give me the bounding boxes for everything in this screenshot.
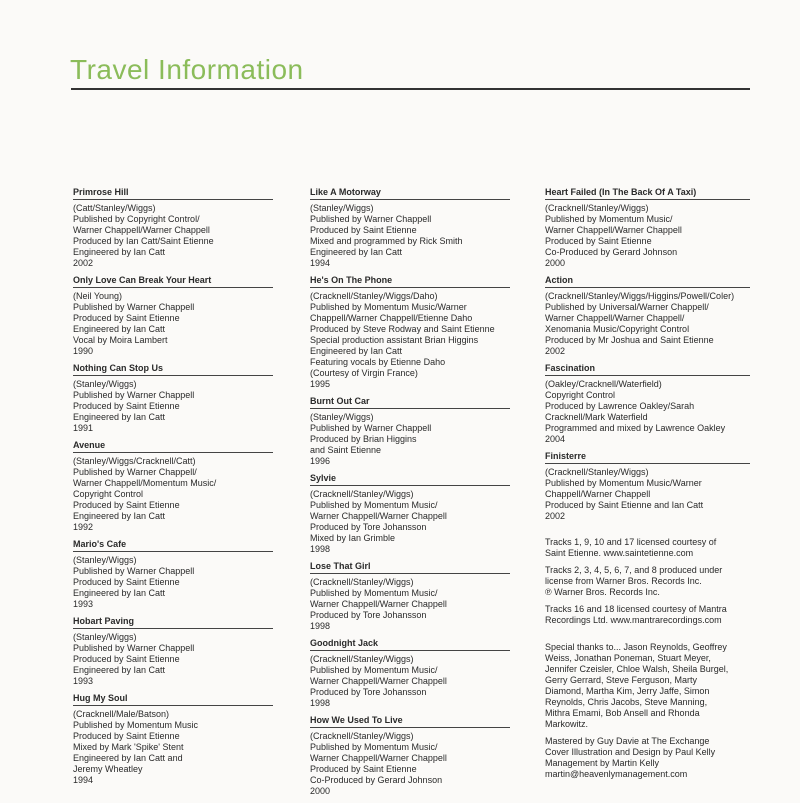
credit-line: 1996 xyxy=(310,456,331,466)
credit-line: 1998 xyxy=(310,621,331,631)
credit-line: (Courtesy of Virgin France) xyxy=(310,368,418,378)
credit-line: Co-Produced by Gerard Johnson xyxy=(545,247,678,257)
credit-line: Produced by Saint Etienne xyxy=(310,225,417,235)
credit-line: Warner Chappell/Warner Chappell xyxy=(310,599,447,609)
credit-line: Produced by Ian Catt/Saint Etienne xyxy=(73,236,214,246)
track-title: Hobart Paving xyxy=(73,616,273,629)
track-title: Burnt Out Car xyxy=(310,396,510,409)
note-paragraph xyxy=(545,537,750,559)
credits-column-3 xyxy=(545,187,750,786)
credit-line: Mixed and programmed by Rick Smith xyxy=(310,236,463,246)
credit-line: Chappell/Warner Chappell/Etienne Daho xyxy=(310,313,473,323)
credit-line: Published by Warner Chappell/ xyxy=(73,467,197,477)
track-title: Only Love Can Break Your Heart xyxy=(73,275,273,288)
liner-notes xyxy=(545,537,750,780)
credit-line: (Neil Young) xyxy=(73,291,123,301)
track-title: Primrose Hill xyxy=(73,187,273,200)
track-credit xyxy=(73,275,273,357)
track-credit xyxy=(73,616,273,687)
credit-line: (Cracknell/Stanley/Wiggs) xyxy=(310,577,414,587)
credit-line: Published by Momentum Music/ xyxy=(545,214,673,224)
credit-line: Warner Chappell/Warner Chappell xyxy=(73,225,210,235)
credit-line: 2000 xyxy=(310,786,331,796)
credit-line: 1992 xyxy=(73,522,94,532)
track-credit xyxy=(73,539,273,610)
credit-line: Xenomania Music/Copyright Control xyxy=(545,324,690,334)
credit-line: Engineered by Ian Catt xyxy=(73,665,166,675)
note-line: Gerry Gerrard, Steve Ferguson, Marty xyxy=(545,675,698,685)
track-credit xyxy=(310,561,510,632)
credit-line: Engineered by Ian Catt xyxy=(73,324,166,334)
credit-line: (Catt/Stanley/Wiggs) xyxy=(73,203,156,213)
track-title: He's On The Phone xyxy=(310,275,510,288)
credit-line: Produced by Tore Johansson xyxy=(310,687,427,697)
track-credit xyxy=(73,187,273,269)
credit-line: Copyright Control xyxy=(73,489,144,499)
note-paragraph xyxy=(545,565,750,598)
credit-line: (Cracknell/Stanley/Wiggs) xyxy=(310,654,414,664)
credit-line: Produced by Lawrence Oakley/Sarah xyxy=(545,401,695,411)
credit-line: Vocal by Moira Lambert xyxy=(73,335,168,345)
note-line: Reynolds, Chris Jacobs, Steve Manning, xyxy=(545,697,708,707)
track-title: Goodnight Jack xyxy=(310,638,510,651)
track-credit xyxy=(310,187,510,269)
credit-line: Warner Chappell/Warner Chappell xyxy=(545,225,682,235)
note-line: Management by Martin Kelly xyxy=(545,758,660,768)
credit-line: Cracknell/Mark Waterfield xyxy=(545,412,648,422)
track-title: Avenue xyxy=(73,440,273,453)
credit-line: Copyright Control xyxy=(545,390,616,400)
note-line: Tracks 16 and 18 licensed courtesy of Mantra xyxy=(545,604,727,614)
credit-line: 1995 xyxy=(310,379,331,389)
note-line: Diamond, Martha Kim, Jerry Jaffe, Simon xyxy=(545,686,710,696)
track-title: Sylvie xyxy=(310,473,510,486)
credit-line: Published by Warner Chappell xyxy=(73,302,195,312)
credit-line: Published by Universal/Warner Chappell/ xyxy=(545,302,709,312)
credit-line: Engineered by Ian Catt xyxy=(73,511,166,521)
track-credit xyxy=(310,396,510,467)
credit-line: Produced by Tore Johansson xyxy=(310,610,427,620)
credit-line: 1990 xyxy=(73,346,94,356)
credit-line: and Saint Etienne xyxy=(310,445,382,455)
track-credit xyxy=(545,275,750,357)
credit-line: (Stanley/Wiggs) xyxy=(73,379,137,389)
credit-line: Published by Momentum Music/ xyxy=(310,588,438,598)
credit-line: Produced by Saint Etienne xyxy=(545,236,652,246)
credit-line: Published by Warner Chappell xyxy=(73,643,195,653)
track-credit xyxy=(73,363,273,434)
credit-line: (Oakley/Cracknell/Waterfield) xyxy=(545,379,662,389)
note-line: Tracks 1, 9, 10 and 17 licensed courtesy of xyxy=(545,537,717,547)
note-line: martin@heavenlymanagement.com xyxy=(545,769,688,779)
credit-line: Mixed by Mark 'Spike' Stent xyxy=(73,742,184,752)
credit-line: Warner Chappell/Warner Chappell xyxy=(310,511,447,521)
credit-line: Chappell/Warner Chappell xyxy=(545,489,651,499)
credit-line: Engineered by Ian Catt xyxy=(310,247,403,257)
credit-line: Warner Chappell/Warner Chappell xyxy=(310,753,447,763)
credit-line: Mixed by Ian Grimble xyxy=(310,533,396,543)
credit-line: Published by Momentum Music/ xyxy=(310,742,438,752)
credit-line: 2004 xyxy=(545,434,566,444)
credit-line: Produced by Saint Etienne xyxy=(73,731,180,741)
note-line: Mastered by Guy Davie at The Exchange xyxy=(545,736,710,746)
track-credit xyxy=(73,693,273,786)
credit-line: Published by Warner Chappell xyxy=(310,423,432,433)
credit-line: Engineered by Ian Catt xyxy=(73,588,166,598)
credit-line: Jeremy Wheatley xyxy=(73,764,143,774)
credit-line: Produced by Brian Higgins xyxy=(310,434,417,444)
credit-line: Engineered by Ian Catt xyxy=(310,346,403,356)
credit-line: Produced by Saint Etienne xyxy=(73,577,180,587)
credit-line: Produced by Saint Etienne and Ian Catt xyxy=(545,500,704,510)
credit-line: Co-Produced by Gerard Johnson xyxy=(310,775,443,785)
track-title: Lose That Girl xyxy=(310,561,510,574)
track-credit xyxy=(310,275,510,390)
credit-line: 1993 xyxy=(73,676,94,686)
credit-line: (Stanley/Wiggs) xyxy=(73,632,137,642)
credit-line: 1994 xyxy=(73,775,94,785)
credit-line: Produced by Tore Johansson xyxy=(310,522,427,532)
credit-line: Produced by Steve Rodway and Saint Etienne xyxy=(310,324,495,334)
track-title: Hug My Soul xyxy=(73,693,273,706)
credit-line: Published by Momentum Music xyxy=(73,720,199,730)
note-line: ℗ Warner Bros. Records Inc. xyxy=(545,587,660,597)
note-paragraph xyxy=(545,642,750,730)
note-line: Special thanks to... Jason Reynolds, Geoffrey xyxy=(545,642,727,652)
track-title: Action xyxy=(545,275,750,288)
track-title: Finisterre xyxy=(545,451,750,464)
track-credit xyxy=(545,363,750,445)
credit-line: Published by Momentum Music/ xyxy=(310,665,438,675)
credit-line: 2000 xyxy=(545,258,566,268)
track-credit xyxy=(310,473,510,555)
credit-line: Produced by Saint Etienne xyxy=(73,313,180,323)
credit-line: Produced by Saint Etienne xyxy=(73,401,180,411)
note-paragraph xyxy=(545,604,750,626)
credit-line: 2002 xyxy=(545,346,566,356)
credits-column-1 xyxy=(73,187,273,792)
track-title: How We Used To Live xyxy=(310,715,510,728)
note-line: Tracks 2, 3, 4, 5, 6, 7, and 8 produced under xyxy=(545,565,723,575)
note-line: Saint Etienne. www.saintetienne.com xyxy=(545,548,694,558)
credit-line: 1994 xyxy=(310,258,331,268)
credit-line: Produced by Saint Etienne xyxy=(73,654,180,664)
note-paragraph xyxy=(545,736,750,780)
credit-line: Published by Momentum Music/Warner xyxy=(545,478,702,488)
credit-line: (Stanley/Wiggs/Cracknell/Catt) xyxy=(73,456,196,466)
credit-line: Published by Warner Chappell xyxy=(310,214,432,224)
credit-line: Warner Chappell/Warner Chappell/ xyxy=(545,313,685,323)
credit-line: (Cracknell/Stanley/Wiggs) xyxy=(310,731,414,741)
note-line: Weiss, Jonathan Poneman, Stuart Meyer, xyxy=(545,653,711,663)
credit-line: Featuring vocals by Etienne Daho xyxy=(310,357,446,367)
note-line: Mithra Emami, Bob Ansell and Rhonda xyxy=(545,708,700,718)
track-title: Mario's Cafe xyxy=(73,539,273,552)
track-title: Nothing Can Stop Us xyxy=(73,363,273,376)
credit-line: 2002 xyxy=(73,258,94,268)
credit-line: Special production assistant Brian Higgins xyxy=(310,335,479,345)
credit-line: 2002 xyxy=(545,511,566,521)
credit-line: (Cracknell/Stanley/Wiggs) xyxy=(545,203,649,213)
credit-line: (Cracknell/Male/Batson) xyxy=(73,709,170,719)
credit-line: 1993 xyxy=(73,599,94,609)
credit-line: Published by Momentum Music/Warner xyxy=(310,302,467,312)
credit-line: Engineered by Ian Catt xyxy=(73,247,166,257)
note-line: Markowitz. xyxy=(545,719,589,729)
credit-line: 1991 xyxy=(73,423,94,433)
track-title: Like A Motorway xyxy=(310,187,510,200)
note-line: Jennifer Czeisler, Chloe Walsh, Sheila Burgel, xyxy=(545,664,729,674)
credit-line: Published by Momentum Music/ xyxy=(310,500,438,510)
track-credit xyxy=(73,440,273,533)
credit-line: Engineered by Ian Catt xyxy=(73,412,166,422)
credit-line: 1998 xyxy=(310,544,331,554)
credit-line: (Cracknell/Stanley/Wiggs/Higgins/Powell/Coler) xyxy=(545,291,735,301)
track-title: Fascination xyxy=(545,363,750,376)
credit-line: Published by Warner Chappell xyxy=(73,390,195,400)
credits-column-2 xyxy=(310,187,510,803)
note-line: Recordings Ltd. www.mantrarecordings.com xyxy=(545,615,722,625)
title-divider xyxy=(71,88,750,90)
credit-line: (Cracknell/Stanley/Wiggs) xyxy=(545,467,649,477)
credit-line: Produced by Mr Joshua and Saint Etienne xyxy=(545,335,714,345)
credit-line: (Stanley/Wiggs) xyxy=(310,412,374,422)
track-credit xyxy=(545,187,750,269)
credit-line: (Stanley/Wiggs) xyxy=(73,555,137,565)
credit-line: (Cracknell/Stanley/Wiggs) xyxy=(310,489,414,499)
note-line: Cover Illustration and Design by Paul Kelly xyxy=(545,747,716,757)
credit-line: Produced by Saint Etienne xyxy=(310,764,417,774)
credit-line: Produced by Saint Etienne xyxy=(73,500,180,510)
credit-line: Warner Chappell/Momentum Music/ xyxy=(73,478,217,488)
track-credit xyxy=(310,638,510,709)
credit-line: Engineered by Ian Catt and xyxy=(73,753,183,763)
credit-line: 1998 xyxy=(310,698,331,708)
track-title: Heart Failed (In The Back Of A Taxi) xyxy=(545,187,750,200)
credit-line: Published by Copyright Control/ xyxy=(73,214,200,224)
credit-line: Published by Warner Chappell xyxy=(73,566,195,576)
track-credit xyxy=(310,715,510,797)
credit-line: (Stanley/Wiggs) xyxy=(310,203,374,213)
page-title: Travel Information xyxy=(70,54,304,85)
track-credit xyxy=(545,451,750,522)
credit-line: Warner Chappell/Warner Chappell xyxy=(310,676,447,686)
credit-line: Programmed and mixed by Lawrence Oakley xyxy=(545,423,726,433)
note-line: license from Warner Bros. Records Inc. xyxy=(545,576,702,586)
credit-line: (Cracknell/Stanley/Wiggs/Daho) xyxy=(310,291,438,301)
